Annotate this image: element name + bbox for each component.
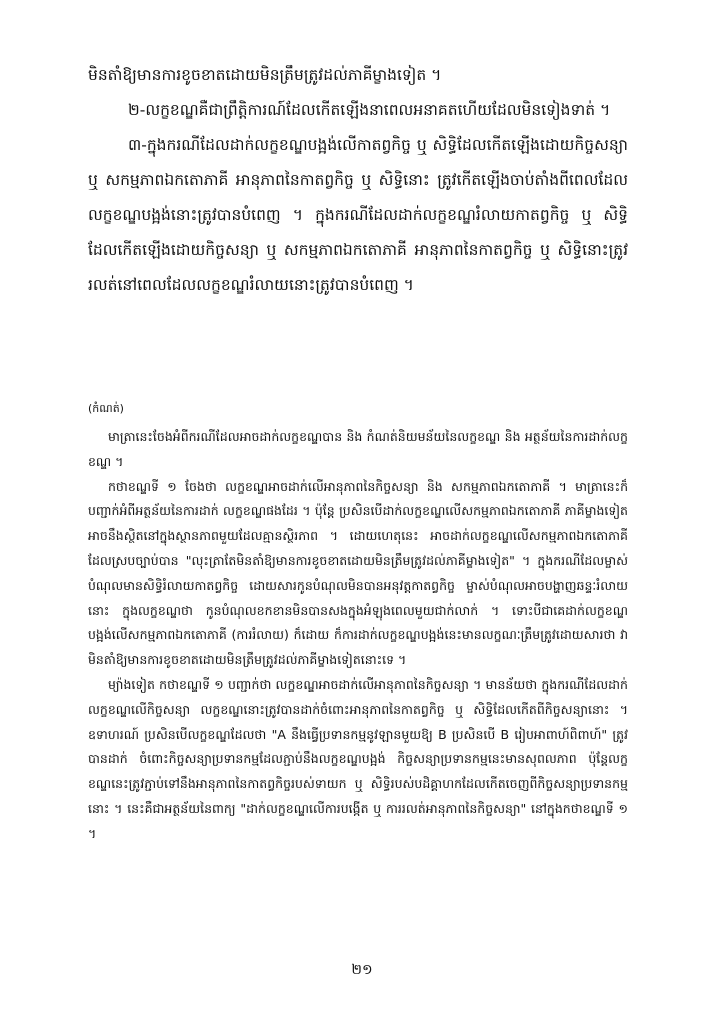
body-paragraph-continuation: មិនតាំឱ្យមានការខូចខាតដោយមិនត្រឹមត្រូវដល់ភាគីម្ខាងទៀត ។ (88, 66, 442, 84)
body-paragraph-2: ២-លក្ខខណ្ឌគឺជាព្រឹត្តិការណ៍ដែលកើតឡើងនាពេលអនាគតហើយដែលមិនទៀងទាត់ ។ (128, 101, 611, 119)
commentary-paragraph-1: មាត្រានេះចែងអំពីករណីដែលអាចដាក់លក្ខខណ្ឌបាន និង កំណត់និយមន័យនៃលក្ខខណ្ឌ និង អត្ថន័យនៃការដាក់លក្ខខណ្ឌ ។ (88, 429, 628, 469)
commentary-heading: (កំណត់) (88, 402, 124, 415)
page-number: ២១ (351, 962, 373, 978)
body-paragraph-3: ៣-ក្នុងករណីដែលដាក់លក្ខខណ្ឌបង្អង់លើកាតព្វកិច្ច ឬ សិទ្ធិដែលកើតឡើងដោយកិច្ចសន្យា ឬ សកម្មភាពឯកតោភាគី អានុភាពនៃកាតព្វកិច្ច ឬ សិទ្ធិនោះ ត្រូវកើតឡើងចាប់តាំងពីពេលដែលលក្ខខណ្ឌបង្អង់នោះត្រូវបានបំពេញ ។ ក្នុងករណីដែលដាក់លក្ខខណ្ឌរំលាយកាតព្វកិច្ច ឬ សិទ្ធិដែលកើតឡើងដោយកិច្ចសន្យា ឬ សកម្មភាពឯកតោភាគី អានុភាពនៃកាតព្វកិច្ច ឬ សិទ្ធិនោះត្រូវរលត់នៅពេលដែលលក្ខខណ្ឌរំលាយនោះត្រូវបានបំពេញ ។ (88, 136, 628, 294)
article-body (88, 58, 628, 303)
commentary-paragraph-3: ម្យ៉ាងទៀត កថាខណ្ឌទី ១ បញ្ជាក់ថា លក្ខខណ្ឌអាចដាក់លើអានុភាពនៃកិច្ចសន្យា ។ មានន័យថា ក្នុងករណីដែលដាក់លក្ខខណ្ឌលើកិច្ចសន្យា លក្ខខណ្ឌនោះត្រូវបានដាក់ចំពោះអានុភាពនៃកាតព្វកិច្ច ឬ សិទ្ធិដែលកើតពីកិច្ចសន្យានោះ ។ ឧទាហរណ៍ ប្រសិនបើលក្ខខណ្ឌដែលថា "A នឹងធ្វើប្រទានកម្មនូវឡានមួយឱ្យ B ប្រសិនបើ B រៀបអាពាហ៍ពិពាហ៍" ត្រូវបានដាក់ ចំពោះកិច្ចសន្យាប្រទានកម្មដែលភ្ជាប់នឹងលក្ខខណ្ឌបង្អង់ កិច្ចសន្យាប្រទានកម្មនេះមានសុពលភាព ប៉ុន្តែលក្ខខណ្ឌនេះត្រូវភ្ជាប់ទៅនឹងអានុភាពនៃកាតព្វកិច្ចរបស់ទាយក ឬ សិទ្ធិរបស់បដិគ្គាហកដែលកើតចេញពីកិច្ចសន្យាប្រទានកម្មនោះ ។ នេះគឺជាអត្ថន័យនៃពាក្យ "ដាក់លក្ខខណ្ឌលើការបង្កើត ឬ ការរលត់អានុភាពនៃកិច្ចសន្យា" នៅក្នុងកថាខណ្ឌទី ១ ។ (88, 676, 628, 841)
commentary-paragraph-2: កថាខណ្ឌទី ១ ចែងថា លក្ខខណ្ឌអាចដាក់លើអានុភាពនៃកិច្ចសន្យា និង សកម្មភាពឯកតោភាគី ។ មាត្រានេះក៏បញ្ជាក់អំពីអត្ថន័យនៃការដាក់ លក្ខខណ្ឌផងដែរ ។ ប៉ុន្តែ ប្រសិនបើដាក់លក្ខខណ្ឌលើសកម្មភាពឯកតោភាគី ភាគីម្ខាងទៀតអាចនឹងស្ថិតនៅក្នុងស្ថានភាពមួយដែលគ្មានស្ថិរភាព ។ ដោយហេតុនេះ អាចដាក់លក្ខខណ្ឌលើសកម្មភាពឯកតោភាគីដែលស្របច្បាប់បាន "លុះត្រាតែមិនតាំឱ្យមានការខូចខាតដោយមិនត្រឹមត្រូវដល់ភាគីម្ខាងទៀត" ។ ក្នុងករណីដែលម្ចាស់បំណុលមានសិទ្ធិរំលាយកាតព្វកិច្ច ដោយសារកូនបំណុលមិនបានអនុវត្តកាតព្វកិច្ច ម្ចាស់បំណុលអាចបង្ហាញឆន្ទៈរំលាយនោះ ក្នុងលក្ខខណ្ឌថា កូនបំណុលខកខានមិនបានសងក្នុងអំឡុងពេលមួយជាក់លាក់ ។ ទោះបីជាគេដាក់លក្ខខណ្ឌបង្អង់លើសកម្មភាពឯកតោភាគី (ការរំលាយ) ក៏ដោយ ក៏ការដាក់លក្ខខណ្ឌបង្អង់នេះមានលក្ខណៈត្រឹមត្រូវដោយសារថា វាមិនតាំឱ្យមានការខូចខាតដោយមិនត្រឹមត្រូវដល់ភាគីម្ខាងទៀតនោះទេ ។ (88, 478, 628, 668)
commentary-body (88, 425, 628, 847)
